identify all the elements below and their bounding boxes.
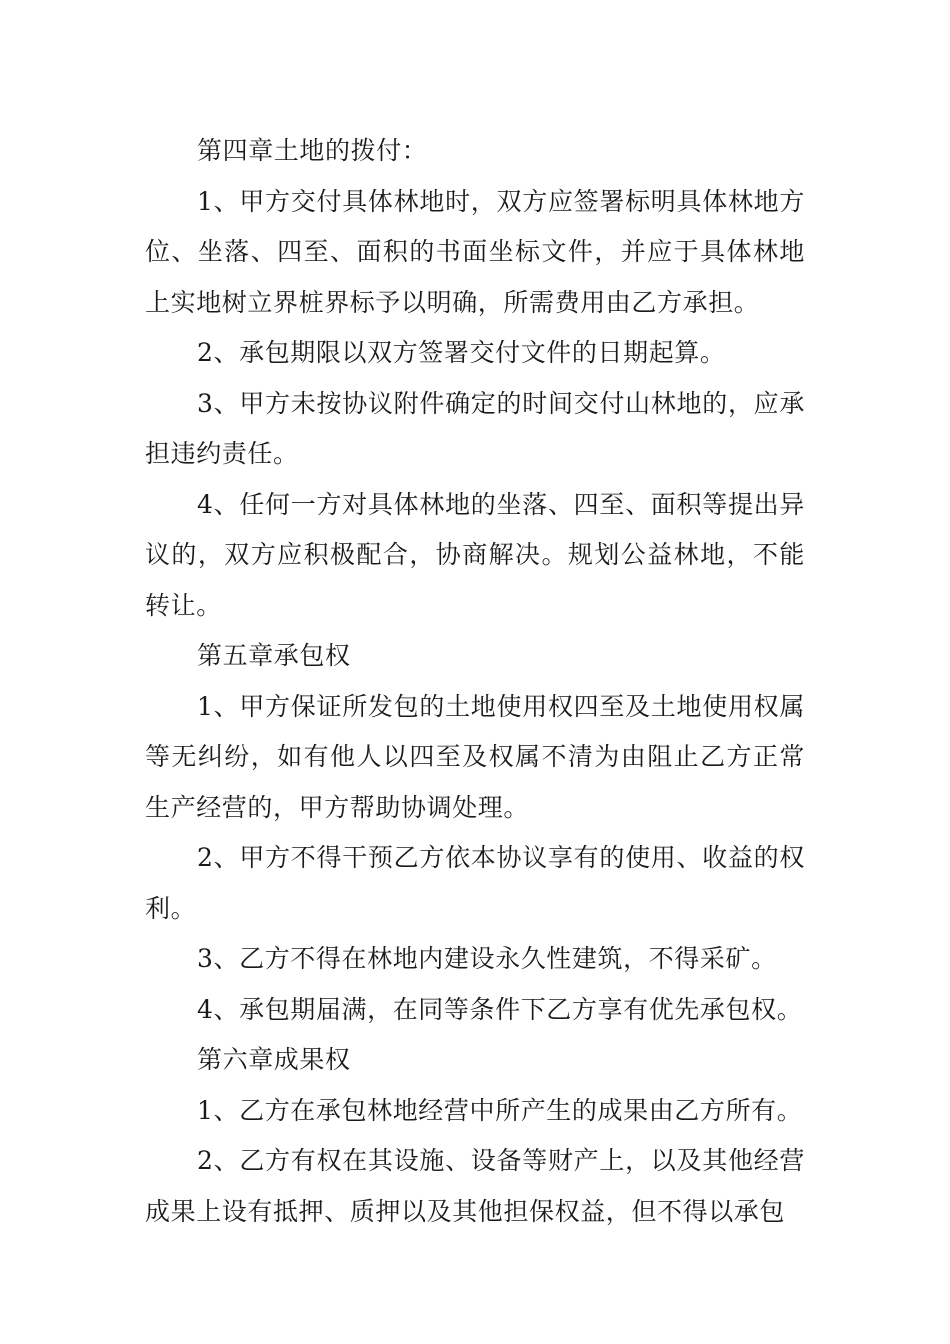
chapter-6-heading: 第六章成果权 [197,1045,351,1074]
chapter-4-clause-4: 4、任何一方对具体林地的坐落、四至、面积等提出异议的，双方应积极配合，协商解决。规划公益林地，不能转让。 [145,489,805,620]
chapter-4-clause-2: 2、承包期限以双方签署交付文件的日期起算。 [197,338,726,367]
document-body [145,126,805,1237]
chapter-4-clause-3: 3、甲方未按协议附件确定的时间交付山林地的，应承担违约责任。 [145,388,805,468]
chapter-5-clause-3: 3、乙方不得在林地内建设永久性建筑，不得采矿。 [197,944,777,973]
chapter-5-heading: 第五章承包权 [197,641,351,670]
chapter-5-clause-1: 1、甲方保证所发包的土地使用权四至及土地使用权属等无纠纷，如有他人以四至及权属不清为由阻止乙方正常生产经营的，甲方帮助协调处理。 [145,691,805,822]
chapter-5-clause-2: 2、甲方不得干预乙方依本协议享有的使用、收益的权利。 [145,843,805,923]
chapter-4-heading: 第四章土地的拨付： [197,136,428,165]
chapter-6-clause-1: 1、乙方在承包林地经营中所产生的成果由乙方所有。 [197,1095,803,1125]
chapter-4-clause-1: 1、甲方交付具体林地时，双方应签署标明具体林地方位、坐落、四至、面积的书面坐标文件，并应于具体林地上实地树立界桩界标予以明确，所需费用由乙方承担。 [145,186,805,317]
chapter-5-clause-4: 4、承包期届满，在同等条件下乙方享有优先承包权。 [197,994,803,1024]
chapter-6-clause-2: 2、乙方有权在其设施、设备等财产上，以及其他经营成果上设有抵押、质押以及其他担保权益，但不得以承包 [145,1146,805,1226]
